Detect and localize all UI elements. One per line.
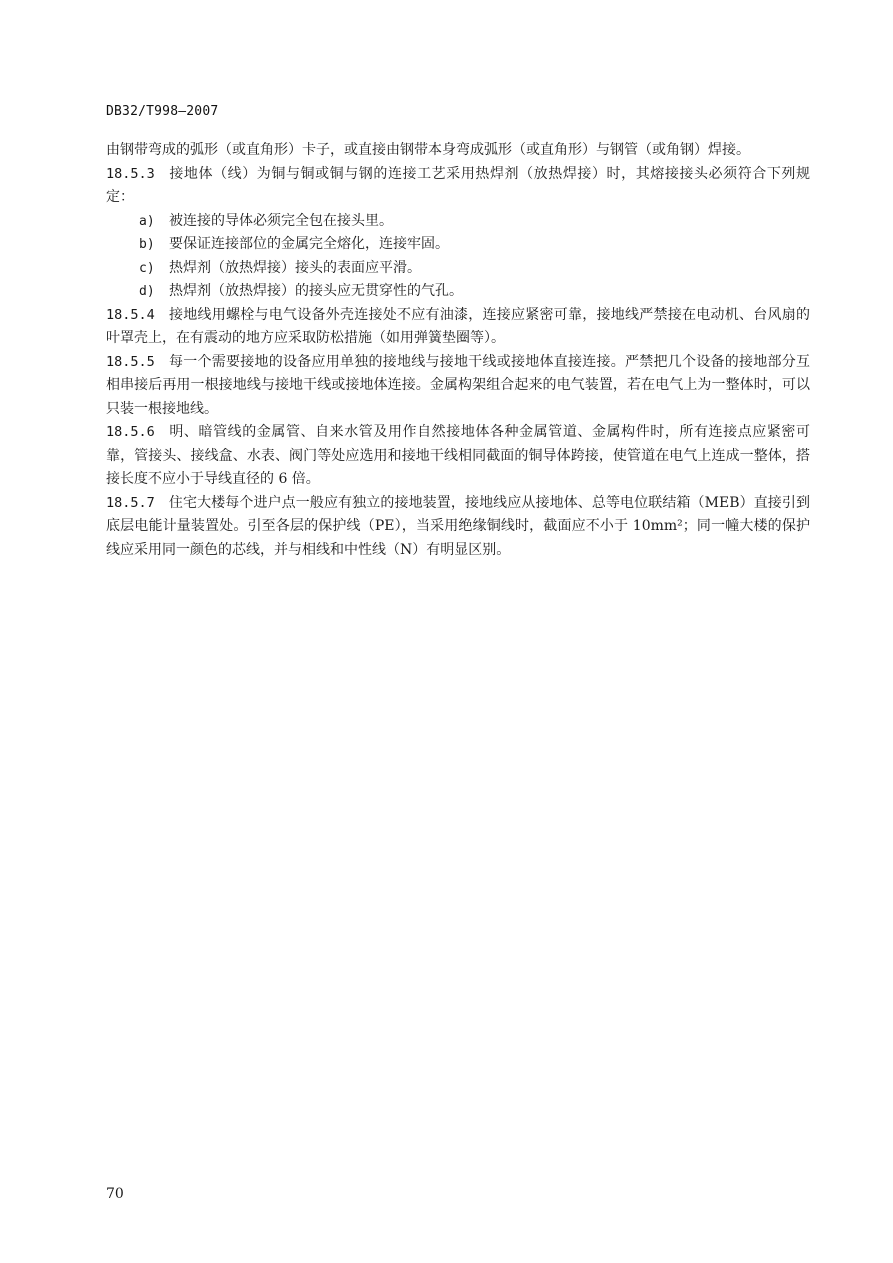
clause-18-5-3: [106, 163, 810, 210]
list-item: [106, 280, 810, 304]
list-marker: c): [139, 260, 155, 276]
clause-18-5-7: [106, 492, 810, 563]
clause-text: 明、暗管线的金属管、自来水管及用作自然接地体各种金属管道、金属构件时，所有连接点应紧密可靠，管接头、接线盒、水表、阀门等处应选用和接地干线相同截面的铜导体跨接，使管道在电气上连成一整体，搭接长度不应小于导线直径的 6 倍。: [106, 424, 810, 487]
list-marker: a): [139, 213, 155, 229]
clause-text: 接地线用螺栓与电气设备外壳连接处不应有油漆，连接应紧密可靠，接地线严禁接在电动机、台风扇的叶罩壳上，在有震动的地方应采取防松措施（如用弹簧垫圈等）。: [106, 306, 810, 346]
clause-number: 18.5.5: [106, 353, 155, 370]
body-text: [106, 139, 810, 562]
list-item: [106, 210, 810, 234]
list-marker: b): [139, 237, 155, 252]
clause-text: 每一个需要接地的设备应用单独的接地线与接地干线或接地体直接连接。严禁把几个设备的接地部分互相串接后再用一根接地线与接地干线或接地体连接。金属构架组合起来的电气装置，若在电气上为一整体时，可以只装一根接地线。: [106, 353, 810, 417]
document-number: DB32/T998—2007: [106, 104, 219, 119]
clause-18-5-5: [106, 351, 810, 422]
clause-text: 住宅大楼每个进户点一般应有独立的接地装置，接地线应从接地体、总等电位联结箱（MEB）直接引到底层电能计量装置处。引至各层的保护线（PE），当采用绝缘铜线时，截面应不小于 10mm²；同一幢大楼的保护线应采用同一颜色的芯线，并与相线和中性线（N）有明显区别。: [106, 494, 810, 558]
list-item-text: 热焊剂（放热焊接）接头的表面应平滑。: [169, 259, 421, 276]
clause-text: 接地体（线）为铜与铜或铜与钢的连接工艺采用热焊剂（放热焊接）时，其熔接接头必须符合下列规定：: [106, 165, 810, 205]
page-number: 70: [106, 1186, 124, 1202]
list-item-text: 被连接的导体必须完全包在接头里。: [169, 212, 393, 229]
clause-18-5-4: [106, 304, 810, 351]
clause-18-5-6: [106, 421, 810, 492]
list-item-text: 要保证连接部位的金属完全熔化，连接牢固。: [169, 236, 449, 252]
list-marker: d): [139, 284, 155, 299]
clause-number: 18.5.6: [106, 424, 155, 440]
list-item: [106, 257, 810, 281]
intro-line: 由钢带弯成的弧形（或直角形）卡子，或直接由钢带本身弯成弧形（或直角形）与钢管（或角钢）焊接。: [106, 142, 750, 158]
clause-number: 18.5.4: [106, 306, 155, 323]
clause-number: 18.5.7: [106, 494, 155, 511]
list-item-text: 热焊剂（放热焊接）的接头应无贯穿性的气孔。: [169, 283, 463, 299]
clause-number: 18.5.3: [106, 165, 155, 182]
list-item: [106, 233, 810, 257]
